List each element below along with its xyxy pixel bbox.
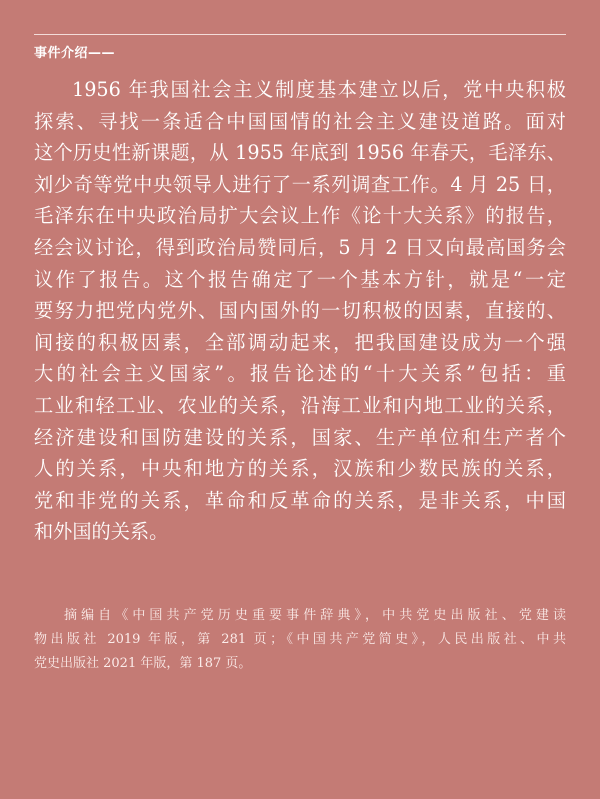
citation-line: 物出版社 2019 年版，第 281 页；《中国共产党简史》，人民出版社、中共	[34, 632, 566, 647]
section-label: 事件介绍——	[34, 46, 116, 61]
paragraph-line: 这个历史性新课题，从 1955 年底到 1956 年春天，毛泽东、	[34, 141, 566, 165]
paragraph-line: 大的社会主义国家”。报告论述的“十大关系”包括：重	[34, 362, 566, 386]
citation-line: 摘编自《中国共产党历史重要事件辞典》，中共党史出版社、党建读	[64, 608, 566, 623]
paragraph-line: 间接的积极因素，全部调动起来，把我国建设成为一个强	[34, 330, 566, 354]
paragraph-line: 经会议讨论，得到政治局赞同后，5 月 2 日又向最高国务会	[34, 235, 566, 259]
paragraph-line: 人的关系，中央和地方的关系，汉族和少数民族的关系，	[34, 457, 566, 481]
paragraph-line: 1956 年我国社会主义制度基本建立以后，党中央积极	[72, 78, 566, 101]
paragraph-line: 工业和轻工业、农业的关系，沿海工业和内地工业的关系，	[34, 393, 566, 417]
paragraph-line: 刘少奇等党中央领导人进行了一系列调查工作。4 月 25 日，	[34, 172, 566, 196]
top-divider	[34, 34, 566, 35]
paragraph-line: 毛泽东在中央政治局扩大会议上作《论十大关系》的报告，	[34, 204, 566, 228]
paragraph-line: 要努力把党内党外、国内国外的一切积极的因素，直接的、	[34, 299, 566, 323]
paragraph-line: 探索、寻找一条适合中国国情的社会主义建设道路。面对	[34, 109, 566, 133]
citation-line: 党史出版社 2021 年版，第 187 页。	[34, 656, 252, 671]
paragraph-line: 和外国的关系。	[34, 520, 169, 544]
event-description	[34, 74, 566, 548]
paragraph-line: 议作了报告。这个报告确定了一个基本方针，就是“一定	[34, 267, 566, 291]
paragraph-line: 党和非党的关系，革命和反革命的关系，是非关系，中国	[34, 488, 566, 512]
source-citation	[34, 604, 566, 676]
paragraph-line: 经济建设和国防建设的关系，国家、生产单位和生产者个	[34, 425, 566, 449]
